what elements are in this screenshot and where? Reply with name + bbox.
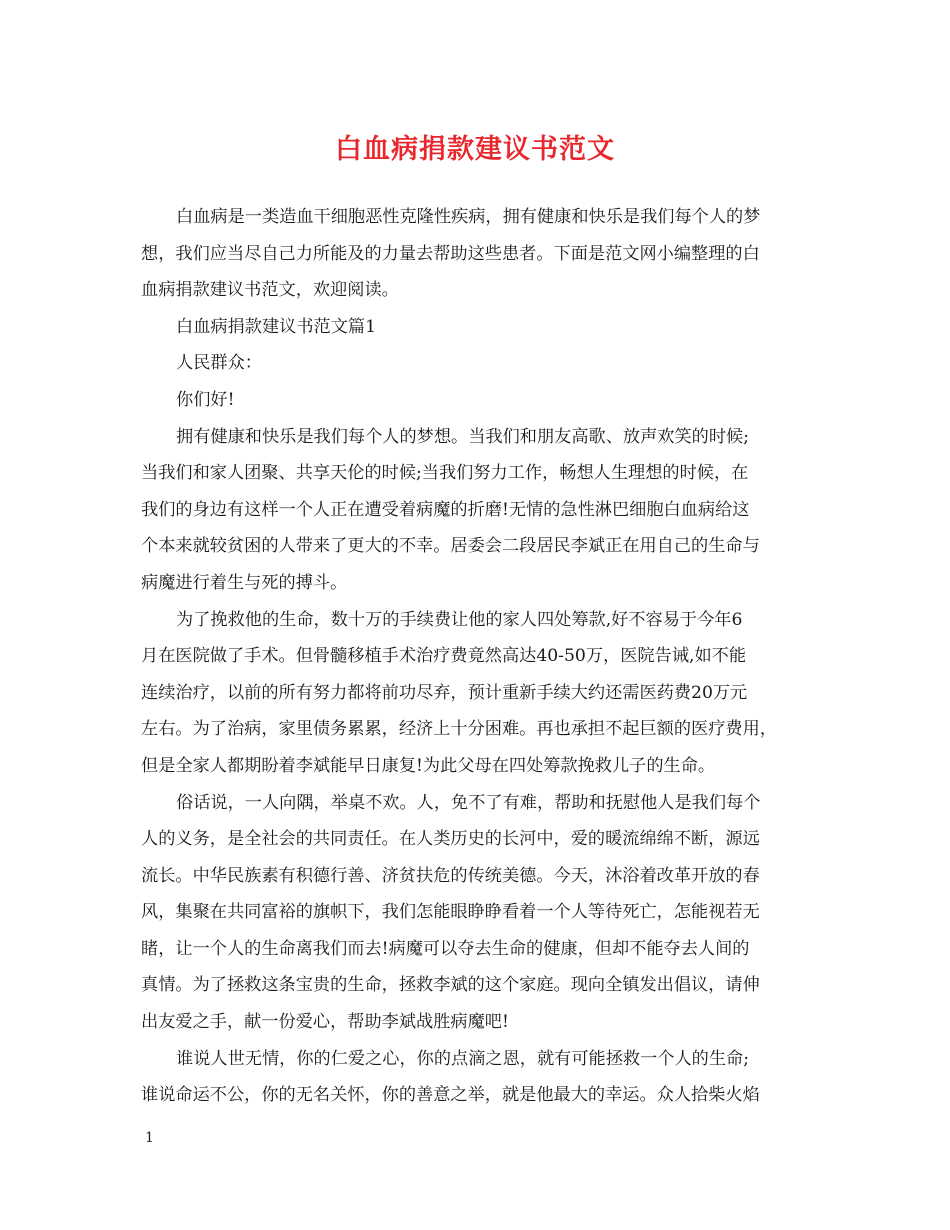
- text-line: 想，我们应当尽自己力所能及的力量去帮助这些患者。下面是范文网小编整理的白: [141, 243, 760, 264]
- document-body: [141, 199, 813, 1114]
- salutation: 人民群众：: [176, 353, 262, 374]
- text-line: 谁说命运不公，你的无名关怀，你的善意之举，就是他最大的幸运。众人拾柴火焰: [141, 1085, 760, 1106]
- text-line: 风，集聚在共同富裕的旗帜下，我们怎能眼睁睁看着一个人等待死亡，怎能视若无: [141, 902, 760, 923]
- text-line: 我们的身边有这样一个人正在遭受着病魔的折磨!无情的急性淋巴细胞白血病给这: [141, 499, 750, 520]
- text-line: 拥有健康和快乐是我们每个人的梦想。当我们和朋友高歌、放声欢笑的时候;: [176, 426, 749, 447]
- text-line: 当我们和家人团聚、共享天伦的时候;当我们努力工作，畅想人生理想的时候，在: [141, 463, 749, 484]
- text-line: 病魔进行着生与死的搏斗。: [141, 572, 348, 593]
- text-line: 但是全家人都期盼着李斌能早日康复!为此父母在四处筹款挽救儿子的生命。: [141, 755, 716, 776]
- greeting: 你们好!: [176, 389, 235, 410]
- section-heading: 白血病捐款建议书范文篇1: [176, 316, 376, 337]
- text-line: 血病捐款建议书范文，欢迎阅读。: [141, 280, 399, 301]
- text-line: 连续治疗，以前的所有努力都将前功尽弃，预计重新手续大约还需医药费20万元: [141, 682, 748, 703]
- text-line: 个本来就较贫困的人带来了更大的不幸。居委会二段居民李斌正在用自己的生命与: [141, 536, 760, 557]
- page-number: 1: [145, 1130, 154, 1146]
- text-line: 流长。中华民族素有积德行善、济贫扶危的传统美德。今天，沐浴着改革开放的春: [141, 865, 760, 886]
- text-line: 人的义务，是全社会的共同责任。在人类历史的长河中，爱的暖流绵绵不断，源远: [141, 829, 760, 850]
- text-line: 左右。为了治病，家里债务累累，经济上十分困难。再也承担不起巨额的医疗费用，: [141, 719, 777, 740]
- text-line: 出友爱之手，献一份爱心，帮助李斌战胜病魔吧!: [141, 1012, 509, 1033]
- text-line: 真情。为了拯救这条宝贵的生命，拯救李斌的这个家庭。现向全镇发出倡议，请伸: [141, 975, 760, 996]
- text-line: 为了挽救他的生命，数十万的手续费让他的家人四处筹款,好不容易于今年6: [176, 609, 743, 630]
- text-line: 谁说人世无情，你的仁爱之心，你的点滴之恩，就有可能拯救一个人的生命;: [176, 1048, 749, 1069]
- text-line: 白血病是一类造血干细胞恶性克隆性疾病，拥有健康和快乐是我们每个人的梦: [176, 207, 761, 227]
- document-title: 白血病捐款建议书范文: [335, 134, 615, 165]
- text-line: 俗话说，一人向隅，举桌不欢。人，免不了有难，帮助和抚慰他人是我们每个: [176, 792, 761, 813]
- text-line: 睹，让一个人的生命离我们而去!病魔可以夺去生命的健康，但却不能夺去人间的: [141, 938, 750, 959]
- text-line: 月在医院做了手术。但骨髓移植手术治疗费竟然高达40-50万，医院告诫,如不能: [141, 646, 747, 667]
